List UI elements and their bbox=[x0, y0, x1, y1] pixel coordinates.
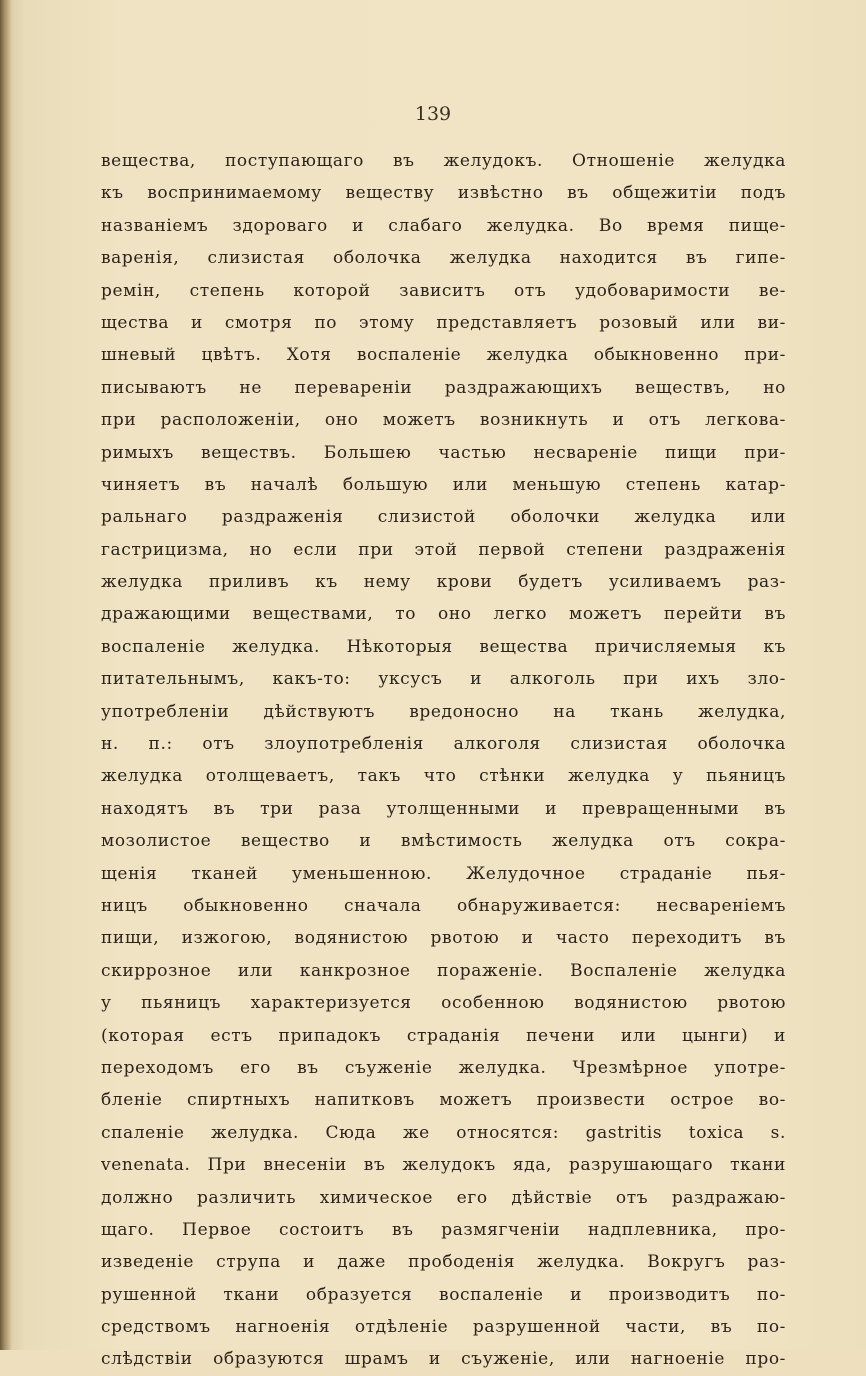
text-line: изведеніе струпа и даже прободенія желудка. Вокругъ раз- bbox=[101, 1252, 786, 1273]
text-line: мозолистое вещество и вмѣстимость желудка отъ сокра- bbox=[101, 831, 786, 852]
text-line: средствомъ нагноенія отдѣленіе разрушенной части, въ по- bbox=[101, 1317, 786, 1338]
text-line: воспаленіе желудка. Нѣкоторыя вещества причисляемыя къ bbox=[101, 636, 786, 657]
text-line: писываютъ не перевареніи раздражающихъ веществъ, но bbox=[101, 377, 786, 398]
text-line: употребленіи дѣйствуютъ вредоносно на ткань желудка, bbox=[101, 701, 786, 722]
text-line: бленіе спиртныхъ напитковъ можетъ произвести острое во- bbox=[101, 1090, 786, 1111]
text-line: къ воспринимаемому веществу извѣстно въ общежитіи подъ bbox=[101, 183, 786, 204]
text-line: слѣдствіи образуются шрамъ и съуженіе, или нагноеніе про- bbox=[101, 1349, 786, 1370]
text-line: названіемъ здороваго и слабаго желудка. Во время пище- bbox=[101, 215, 786, 236]
text-line: щаго. Первое состоитъ въ размягченіи надплевника, про- bbox=[101, 1219, 786, 1240]
text-line: ремін, степень которой зависитъ отъ удобоваримости ве- bbox=[101, 280, 786, 301]
page-binding-edge bbox=[0, 0, 12, 1350]
text-line: пищи, изжогою, водянистою рвотою и часто переходитъ въ bbox=[101, 928, 786, 949]
page-number: 139 bbox=[414, 103, 452, 125]
text-line: щенія тканей уменьшенною. Желудочное страданіе пья- bbox=[101, 863, 786, 884]
text-line: скиррозное или канкрозное пораженіе. Воспаленіе желудка bbox=[101, 960, 786, 981]
text-line: н. п.: отъ злоупотребленія алкоголя слизистая оболочка bbox=[101, 734, 786, 755]
text-line: гастрицизма, но если при этой первой степени раздраженія bbox=[101, 539, 786, 560]
text-line: рушенной ткани образуется воспаленіе и производитъ по- bbox=[101, 1284, 786, 1305]
text-line: ральнаго раздраженія слизистой оболочки желудка или bbox=[101, 507, 786, 528]
text-line: щества и смотря по этому представляетъ розовый или ви- bbox=[101, 312, 786, 333]
text-line: шневый цвѣтъ. Хотя воспаленіе желудка обыкновенно при- bbox=[101, 345, 786, 366]
text-line: питательнымъ, какъ-то: уксусъ и алкоголь при ихъ зло- bbox=[101, 669, 786, 690]
text-line: желудка приливъ къ нему крови будетъ усиливаемъ раз- bbox=[101, 572, 786, 593]
text-line: варенія, слизистая оболочка желудка находится въ гипе- bbox=[101, 248, 786, 269]
text-line: у пьяницъ характеризуется особенною водянистою рвотою bbox=[101, 993, 786, 1014]
body-text bbox=[101, 145, 786, 1376]
text-line: должно различить химическое его дѣйствіе отъ раздражаю- bbox=[101, 1187, 786, 1208]
text-line: находятъ въ три раза утолщенными и превращенными въ bbox=[101, 798, 786, 819]
text-line: спаленіе желудка. Сюда же относятся: gastritis toxica s. bbox=[101, 1122, 786, 1143]
text-line: (которая естъ припадокъ страданія печени или цынги) и bbox=[101, 1025, 786, 1046]
text-line: ницъ обыкновенно сначала обнаруживается: несвареніемъ bbox=[101, 895, 786, 916]
text-line: переходомъ его въ съуженіе желудка. Чрезмѣрное употре- bbox=[101, 1057, 786, 1078]
text-line: желудка отолщеваетъ, такъ что стѣнки желудка у пьяницъ bbox=[101, 766, 786, 787]
text-line: дражающими веществами, то оно легко можетъ перейти въ bbox=[101, 604, 786, 625]
text-line: римыхъ веществъ. Большею частью несвареніе пищи при- bbox=[101, 442, 786, 463]
text-line: чиняетъ въ началѣ большую или меньшую степень катар- bbox=[101, 474, 786, 495]
text-line: при расположеніи, оно можетъ возникнуть и отъ легкова- bbox=[101, 410, 786, 431]
text-line: вещества, поступающаго въ желудокъ. Отношеніе желудка bbox=[101, 151, 786, 171]
text-line: venenata. При внесеніи въ желудокъ яда, разрушающаго ткани bbox=[101, 1155, 786, 1176]
